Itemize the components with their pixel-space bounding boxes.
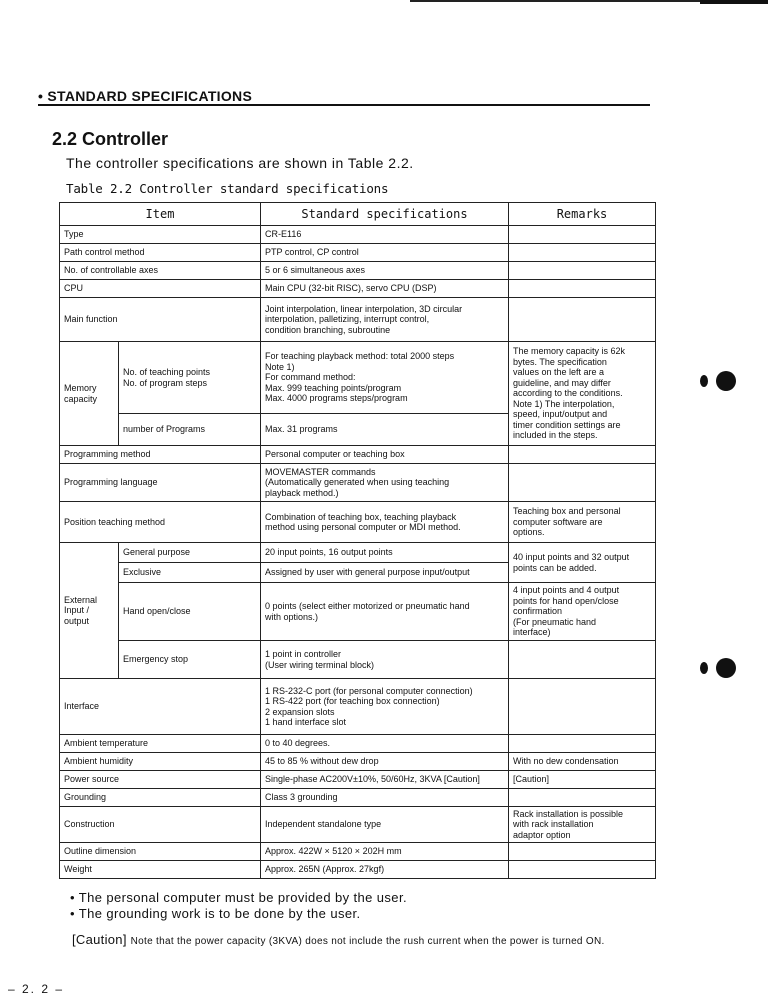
- table-row: [60, 861, 656, 879]
- table-row: [60, 446, 656, 464]
- table-row: [60, 280, 656, 298]
- row-spec: 0 to 40 degrees.: [261, 735, 509, 753]
- table-header-row: [60, 203, 656, 226]
- row-spec: Approx. 265N (Approx. 27kgf): [261, 861, 509, 879]
- row-spec: 1 RS-232-C port (for personal computer connection) 1 RS-422 port (for teaching box connection) 2 expansion slots 1 hand interface slot: [261, 679, 509, 735]
- row-remarks: [509, 641, 656, 679]
- row-subitem: Emergency stop: [119, 641, 261, 679]
- row-remarks: 4 input points and 4 output points for hand open/close confirmation (For pneumatic hand interface): [509, 583, 656, 641]
- binder-hole-lower: [716, 658, 736, 678]
- row-item: Programming language: [60, 464, 261, 502]
- table-row: [60, 735, 656, 753]
- caution-note: [72, 932, 605, 947]
- row-spec: Personal computer or teaching box: [261, 446, 509, 464]
- table-row: [60, 679, 656, 735]
- row-remarks: [509, 679, 656, 735]
- row-item: Outline dimension: [60, 843, 261, 861]
- header-item: Item: [60, 203, 261, 226]
- spec-table: [59, 202, 656, 879]
- note-line-2: • The grounding work is to be done by the user.: [70, 906, 361, 921]
- row-remarks: [509, 298, 656, 342]
- row-subitem: number of Programs: [119, 414, 261, 446]
- row-remarks: [Caution]: [509, 771, 656, 789]
- row-item: Construction: [60, 807, 261, 843]
- table-row: [60, 543, 656, 563]
- row-item: Interface: [60, 679, 261, 735]
- table-row: [60, 226, 656, 244]
- table-row: [60, 298, 656, 342]
- table-row: [60, 244, 656, 262]
- row-item: Ambient temperature: [60, 735, 261, 753]
- note-line-1: • The personal computer must be provided by the user.: [70, 890, 407, 905]
- row-item: Ambient humidity: [60, 753, 261, 771]
- header-remarks: Remarks: [509, 203, 656, 226]
- row-remarks: [509, 226, 656, 244]
- section-title: 2.2 Controller: [52, 129, 169, 149]
- memory-group-label: Memory capacity: [60, 342, 119, 446]
- row-item: CPU: [60, 280, 261, 298]
- binder-hole-small-upper: [700, 375, 708, 387]
- table-row: [60, 262, 656, 280]
- row-spec: 20 input points, 16 output points: [261, 543, 509, 563]
- row-remarks: [509, 843, 656, 861]
- header-rule: [38, 104, 650, 106]
- row-spec: Combination of teaching box, teaching playback method using personal computer or MDI method.: [261, 502, 509, 543]
- row-spec: 1 point in controller (User wiring terminal block): [261, 641, 509, 679]
- row-subitem: No. of teaching points No. of program steps: [119, 342, 261, 414]
- table-row: [60, 789, 656, 807]
- row-item: Grounding: [60, 789, 261, 807]
- row-spec: Single-phase AC200V±10%, 50/60Hz, 3KVA [Caution]: [261, 771, 509, 789]
- header-spec: Standard specifications: [261, 203, 509, 226]
- row-subitem: Exclusive: [119, 563, 261, 583]
- row-spec: 0 points (select either motorized or pneumatic hand with options.): [261, 583, 509, 641]
- table-row: [60, 843, 656, 861]
- row-item: Programming method: [60, 446, 261, 464]
- table-row: [60, 342, 656, 414]
- page-number: – 2. 2 –: [8, 982, 65, 996]
- table-row: [60, 753, 656, 771]
- row-remarks: [509, 262, 656, 280]
- row-spec: Assigned by user with general purpose input/output: [261, 563, 509, 583]
- table-row: [60, 641, 656, 679]
- row-spec: Approx. 422W × 5120 × 202H mm: [261, 843, 509, 861]
- binder-hole-small-lower: [700, 662, 708, 674]
- memory-remarks: The memory capacity is 62k bytes. The specification values on the left are a guideline, and may differ according to the conditions. Note 1) The interpolation, speed, input/output and timer condition settings are included in the steps.: [509, 342, 656, 446]
- row-item: Main function: [60, 298, 261, 342]
- row-spec: For teaching playback method: total 2000 steps Note 1) For command method: Max. 999 teaching points/program Max. 4000 programs steps/program: [261, 342, 509, 414]
- row-item: No. of controllable axes: [60, 262, 261, 280]
- row-spec: Joint interpolation, linear interpolation, 3D circular interpolation, palletizing, interrupt control, condition branching, subroutine: [261, 298, 509, 342]
- section-intro: The controller specifications are shown in Table 2.2.: [66, 155, 414, 171]
- row-item: Type: [60, 226, 261, 244]
- row-spec: PTP control, CP control: [261, 244, 509, 262]
- row-remarks: With no dew condensation: [509, 753, 656, 771]
- row-spec: CR-E116: [261, 226, 509, 244]
- table-row: [60, 771, 656, 789]
- table-row: [60, 807, 656, 843]
- row-item: Path control method: [60, 244, 261, 262]
- row-remarks: [509, 861, 656, 879]
- io-group-label: External Input / output: [60, 543, 119, 679]
- binder-hole-upper: [716, 371, 736, 391]
- caution-label: [Caution]: [72, 932, 127, 947]
- top-edge-mark: [700, 0, 768, 4]
- table-row: [60, 464, 656, 502]
- row-remarks: [509, 446, 656, 464]
- row-remarks: Teaching box and personal computer software are options.: [509, 502, 656, 543]
- caution-text: Note that the power capacity (3KVA) does not include the rush current when the power is turned ON.: [130, 936, 605, 947]
- row-spec: MOVEMASTER commands (Automatically generated when using teaching playback method.): [261, 464, 509, 502]
- row-spec: Main CPU (32-bit RISC), servo CPU (DSP): [261, 280, 509, 298]
- row-remarks: [509, 789, 656, 807]
- row-remarks: [509, 735, 656, 753]
- row-subitem: Hand open/close: [119, 583, 261, 641]
- row-remarks: [509, 464, 656, 502]
- row-spec: 45 to 85 % without dew drop: [261, 753, 509, 771]
- row-item: Position teaching method: [60, 502, 261, 543]
- page-header: • STANDARD SPECIFICATIONS: [38, 88, 253, 104]
- table-row: [60, 583, 656, 641]
- row-item: Weight: [60, 861, 261, 879]
- row-subitem: General purpose: [119, 543, 261, 563]
- table-caption: Table 2.2 Controller standard specifications: [66, 181, 389, 196]
- row-remarks: [509, 244, 656, 262]
- notes: [70, 890, 407, 922]
- row-spec: Max. 31 programs: [261, 414, 509, 446]
- row-item: Power source: [60, 771, 261, 789]
- row-spec: Independent standalone type: [261, 807, 509, 843]
- row-spec: 5 or 6 simultaneous axes: [261, 262, 509, 280]
- row-remarks: Rack installation is possible with rack installation adaptor option: [509, 807, 656, 843]
- row-spec: Class 3 grounding: [261, 789, 509, 807]
- table-row: [60, 502, 656, 543]
- row-remarks: [509, 280, 656, 298]
- io-remarks: 40 input points and 32 output points can be added.: [509, 543, 656, 583]
